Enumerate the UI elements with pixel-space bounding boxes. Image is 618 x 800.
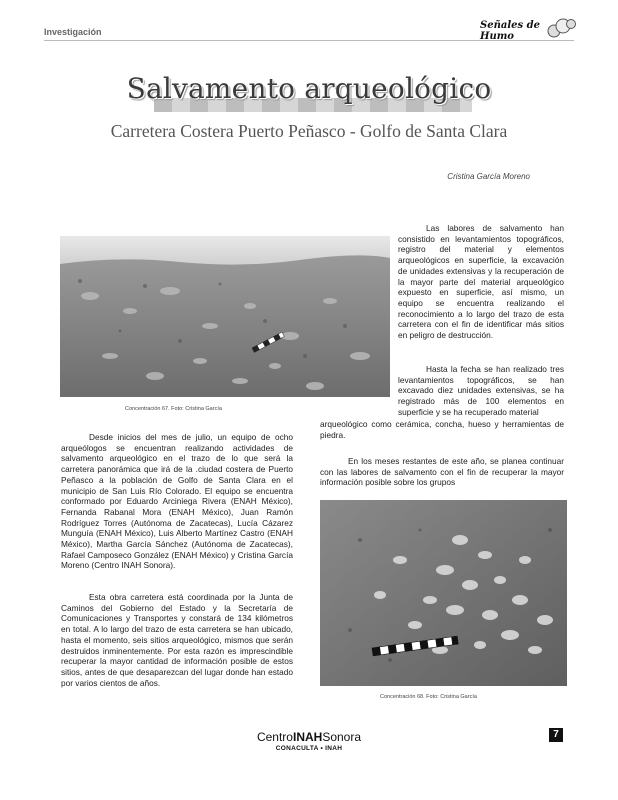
logo-centro: Centro <box>256 730 293 744</box>
paragraph-salvage-work <box>398 223 564 341</box>
paragraph-text: Hasta la fecha se han realizado tres levantamientos topográficos, se han excavado diez unidades extensivas, se ha registrado más de 100 elementos en superficie y se ha recuperado material <box>398 364 564 417</box>
article-subtitle: Carretera Costera Puerto Peñasco - Golfo de Santa Clara <box>110 121 508 141</box>
series-logo-text: Señales de Humo <box>480 20 540 42</box>
paragraph-road-project <box>61 592 293 688</box>
section-label: Investigación <box>44 27 102 37</box>
smoke-bubbles-icon <box>546 17 576 39</box>
paragraph-progress <box>398 364 564 418</box>
paragraph-text: arqueológico como cerámica, concha, hueso y herramientas de piedra. <box>320 419 564 440</box>
footer-logo <box>0 730 618 752</box>
author: Cristina García Moreno <box>447 172 530 181</box>
shell-ground-image <box>320 500 567 686</box>
photo-2-caption: Concentración 68. Foto: Cristina García <box>380 694 477 700</box>
paragraph-text: Desde inicios del mes de julio, un equipo de ocho arqueólogos se encuentran realizando actividades de salvamento arqueológico en el trazo de lo que será la carretera panorámica que irá de la .ciudad costera de Puerto Peñasco a la población de Golfo de Santa Clara en el municipio de San Luis Río Colorado. El equipo se encuentra conformado por Eduardo Arciniega Rivera (ENAH México), Fernanda Rabanal Mora (ENAH México), Juan Ramón Rodríguez Torres (Autónoma de Zacatecas), Lucía Cázarez Munguía (ENAH México), Luis Alberto Martínez Castro (ENAH México), Martha García Sánchez (Autónoma de Zacatecas), Rafael Camposeco González (ENAH México) y Cristina García Moreno (Centro INAH Sonora). <box>61 432 293 571</box>
paragraph-progress-continued <box>320 419 564 440</box>
photo-excavation-site <box>60 236 390 397</box>
paragraph-text: Esta obra carretera está coordinada por la Junta de Caminos del Gobierno del Estado y la Secretaría de Comunicaciones y Transportes y constará de 134 kilómetros en total. A lo largo del trazo de esta carretera se han ubicado, hasta el momento, seis sitios arqueológico, mismos que serán destruidos inminentemente. Por esta razón es imprescindible recuperar la mayor cantidad de información posible de estos sitios, antes de que desaparezcan del lugar donde han estado por varios cientos de años. <box>61 592 293 688</box>
paragraph-remaining-months <box>320 456 564 488</box>
logo-sonora: Sonora <box>322 730 362 744</box>
paragraph-text: Las labores de salvamento han consistido en levantamientos topográficos, registro del material y elementos arqueológicos en superficie, la excavación de unidades extensivas y la recuperación de la mayor parte del material arqueológico expuesto en superficie, así mismo, un equipo se encuentra realizando el reconocimiento a lo largo del trazo de esta carretera con el fin de identificar más sitios en peligro de destrucción. <box>398 223 564 341</box>
page-number: 7 <box>549 728 563 742</box>
article-title: Salvamento arqueológico <box>126 72 492 105</box>
series-logo <box>480 17 576 42</box>
paragraph-team <box>61 432 293 571</box>
centro-inah-sonora-logo <box>0 730 618 744</box>
paragraph-text: En los meses restantes de este año, se planea continuar con las labores de salvamento con el fin de recuperar la mayor información posible sobre los grupos <box>320 456 564 488</box>
photo-shell-concentration <box>320 500 567 686</box>
desert-ground-image <box>60 236 390 397</box>
logo-inah: INAH <box>292 730 323 744</box>
conaculta-inah-label: CONACULTA • INAH <box>275 745 343 752</box>
photo-1-caption: Concentración 67. Foto: Cristina García <box>125 406 222 412</box>
